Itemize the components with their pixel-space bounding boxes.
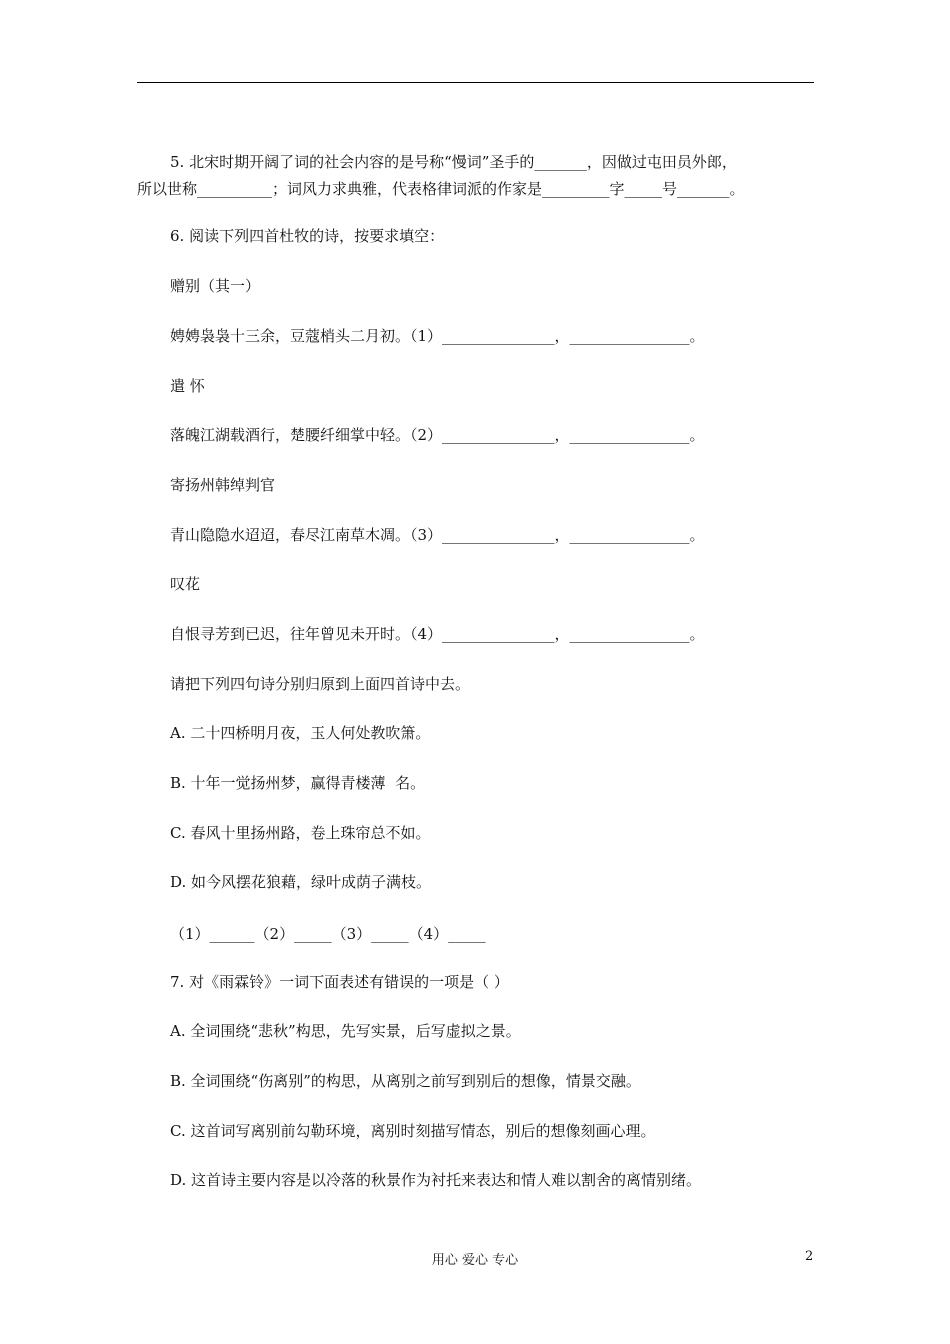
q6-option-a: A. 二十四桥明月夜，玉人何处教吹箫。 bbox=[170, 724, 431, 742]
poem-title-4: 叹花 bbox=[170, 575, 201, 593]
poem-title-2: 遣 怀 bbox=[170, 377, 205, 395]
header-rule bbox=[137, 82, 814, 83]
q7-option-d: D. 这首诗主要内容是以冷落的秋景作为衬托来表达和情人难以割舍的离情别绪。 bbox=[170, 1171, 702, 1189]
q6-intro: 6. 阅读下列四首杜牧的诗，按要求填空： bbox=[170, 227, 445, 245]
poem-text-1: 娉娉袅袅十三余，豆蔻梢头二月初。（1）_______________，________________。 bbox=[170, 327, 705, 345]
poem-text-4: 自恨寻芳到已迟，往年曾见未开时。（4）_______________，________________。 bbox=[170, 625, 705, 643]
q6-option-d: D. 如今风摆花狼藉，绿叶成荫子满枝。 bbox=[170, 873, 432, 891]
footer-motto: 用心 爱心 专心 bbox=[431, 1253, 519, 1268]
poem-title-1: 赠别（其一） bbox=[170, 277, 261, 295]
q6-instruction: 请把下列四句诗分别归原到上面四首诗中去。 bbox=[170, 675, 471, 693]
q6-option-b: B. 十年一觉扬州梦，赢得青楼薄 名。 bbox=[170, 774, 426, 792]
q6-answer-line: （1）______（2）_____（3）_____（4）_____ bbox=[170, 925, 486, 943]
poem-title-3: 寄扬州韩绰判官 bbox=[170, 476, 276, 494]
q5-line-1: 5. 北宋时期开阔了词的社会内容的是号称“慢词”圣手的_______，因做过屯田员外郎， bbox=[170, 153, 737, 171]
page-number: 2 bbox=[805, 1249, 814, 1264]
poem-text-2: 落魄江湖载酒行，楚腰纤细掌中轻。（2）_______________，________________。 bbox=[170, 426, 705, 444]
q5-line-2: 所以世称__________；词风力求典雅，代表格律词派的作家是_________字_____号_______。 bbox=[137, 180, 745, 198]
q6-option-c: C. 春风十里扬州路，卷上珠帘总不如。 bbox=[170, 824, 431, 842]
q7-option-b: B. 全词围绕“伤离别”的构思，从离别之前写到别后的想像，情景交融。 bbox=[170, 1072, 641, 1090]
q7-option-c: C. 这首词写离别前勾勒环境，离别时刻描写情态，别后的想像刻画心理。 bbox=[170, 1122, 656, 1140]
q7-option-a: A. 全词围绕“悲秋”构思，先写实景，后写虚拟之景。 bbox=[170, 1022, 521, 1040]
poem-text-3: 青山隐隐水迢迢，春尽江南草木凋。（3）_______________，________________。 bbox=[170, 526, 705, 544]
q7-stem: 7. 对《雨霖铃》一词下面表述有错误的一项是（ ） bbox=[170, 973, 509, 991]
